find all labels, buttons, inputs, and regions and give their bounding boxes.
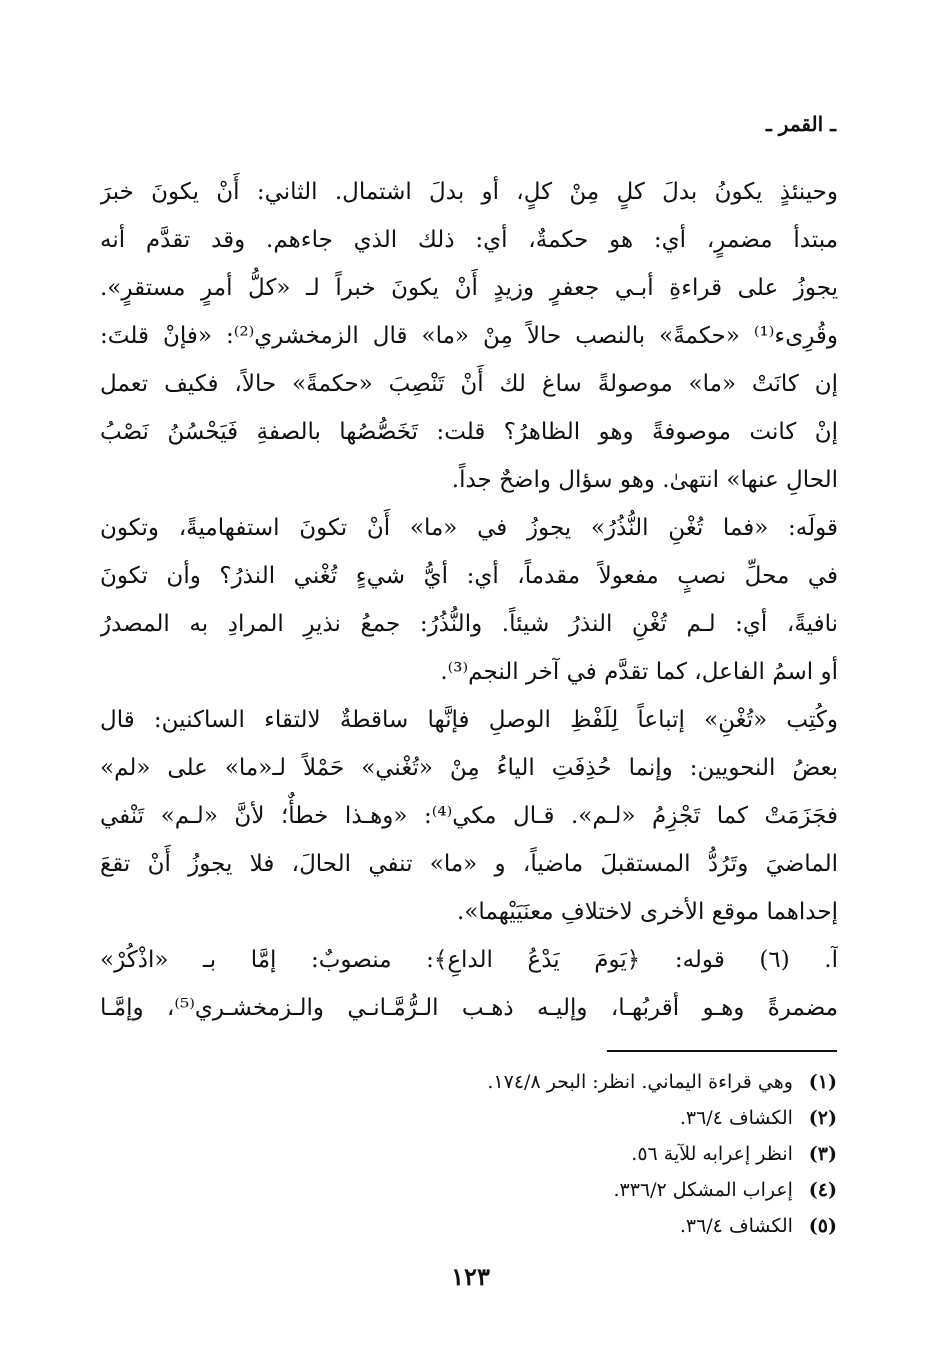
footnote-number: (٣): [808, 1143, 837, 1165]
text-line: الماضيَ وتَرُدُّ المستقبلَ ماضياً، و «ما» تنفي الحالَ، فلا يجوزُ أَنْ تقعَ: [100, 851, 838, 877]
text-line: إن كانَتْ «ما» موصولةً ساغ لك أَنْ تَنْصِبَ «حكمةً» حالاً، فكيف تعمل: [100, 371, 838, 397]
text-line: وكُتِب «تُغْنِ» إتباعاً لِلَفْظِ الوصلِ فإنَّها ساقطةٌ لالتقاء الساكنين: قال: [100, 707, 838, 733]
text-line: في محلِّ نصبٍ مفعولاً مقدماً، أي: أيُّ شيءٍ تُغْني النذرُ؟ وأن تكونَ: [100, 563, 838, 589]
text-line: يجوزُ على قراءةِ أبـي جعفرٍ وزيدٍ أَنْ يكونَ خبراً لـ «كلُّ أمرٍ مستقرٍ».: [100, 275, 838, 301]
footnote-text: الكشاف ٣٦/٤.: [679, 1107, 793, 1129]
text-line: وحينئذٍ يكونُ بدلَ كلٍ مِنْ كلٍ، أو بدلَ اشتمال. الثاني: أَنْ يكونَ خبرَ: [100, 179, 838, 205]
text-line: الحالِ عنها» انتهىٰ. وهو سؤال واضحٌ جداً.: [451, 467, 838, 493]
text-line: مضمرةً وهـو أقربُهـا، وإليـه ذهـب الـرُّمَّـانـي والـزمخشـري⁽⁵⁾، وإمَّـا: [100, 995, 838, 1021]
text-line: بعضُ النحويين: وإنما حُذِفَتِ الياءُ مِنْ «تُغْني» حَمْلاً لـ«ما» على «لم»: [100, 755, 838, 781]
text-line: وقُرِىء⁽¹⁾ «حكمةً» بالنصب حالاً مِنْ «ما» قال الزمخشري⁽²⁾: «فإنْ قلتَ:: [100, 323, 838, 349]
footnote: [317, 1172, 837, 1208]
footnote: [317, 1136, 837, 1172]
footnote-number: (١): [808, 1071, 837, 1093]
text-line: إنْ كانت موصوفةً وهو الظاهرُ؟ قلت: تَخَصُّصُها بالصفةِ فَيَحْسُنُ نَصْبُ: [100, 419, 838, 445]
verse-heading-line: آ. (٦) قوله: ﴿يَومَ يَدْعُ الداعِ﴾: منصوبٌ: إمَّا بـ «اذْكُرْ»: [100, 947, 838, 973]
footnote-number: (٤): [808, 1179, 837, 1201]
text-line: مبتدأ مضمرٍ، أي: هو حكمةٌ، أي: ذلك الذي جاءهم. وقد تقدَّم أنه: [100, 227, 838, 253]
footnote-divider: [607, 1050, 837, 1052]
page-number: ١٢٣: [451, 1262, 490, 1291]
footnote: [317, 1100, 837, 1136]
main-text: [100, 168, 838, 1032]
footnote-text: إعراب المشكل ٣٣٦/٢.: [613, 1179, 793, 1201]
text-line: نافيةً، أي: لـم تُغْنِ النذرُ شيئاً. والنُّذُرُ: جمعُ نذيرِ المرادِ به المصدرُ: [100, 611, 838, 637]
footnote: [317, 1208, 837, 1244]
text-line: أو اسمُ الفاعل، كما تقدَّم في آخر النجم⁽³⁾.: [440, 659, 838, 685]
footnote-text: الكشاف ٣٦/٤.: [679, 1215, 793, 1237]
footnote-text: انظر إعرابه للآية ٥٦.: [631, 1143, 793, 1165]
text-line: إحداهما موقع الأخرى لاختلافِ معنَيَيْهما».: [457, 899, 838, 925]
running-header: ـ القمر ـ: [765, 112, 836, 136]
footnote: [317, 1064, 837, 1100]
footnote-number: (٥): [808, 1215, 837, 1237]
footnotes: [317, 1064, 837, 1244]
text-line: فجَزَمَتْ كما تَجْزِمُ «لـم». قـال مكي⁽⁴⁾: «وهـذا خطأٌ؛ لأنَّ «لـم» تَنْفي: [100, 803, 838, 829]
text-line: قولَه: «فما تُغْنِ النُّذُرُ» يجوزُ في «ما» أَنْ تكونَ استفهاميةً، وتكون: [100, 515, 838, 541]
footnote-number: (٢): [808, 1107, 837, 1129]
footnote-text: وهي قراءة اليماني. انظر: البحر ١٧٤/٨.: [487, 1071, 793, 1093]
